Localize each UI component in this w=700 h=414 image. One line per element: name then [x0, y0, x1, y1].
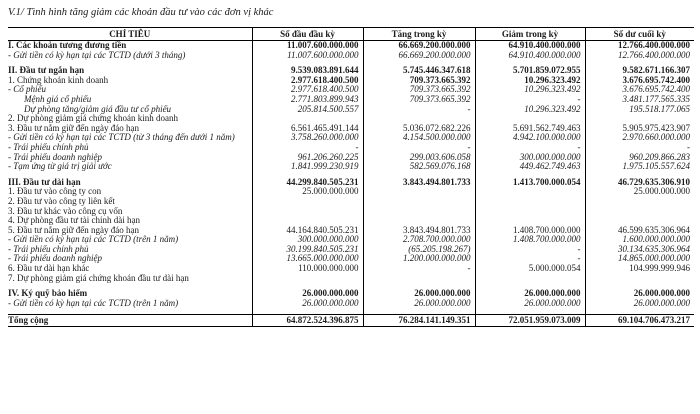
- table-row-section: [8, 289, 694, 299]
- row-label: - Cổ phiếu: [8, 85, 46, 95]
- header-opening-balance: Số đầu đầu kỳ: [252, 28, 363, 41]
- cell-decrease: -: [475, 245, 585, 255]
- cell-closing: 1.600.000.000.000: [585, 235, 694, 245]
- cell-increase: [363, 216, 475, 226]
- table-row: [8, 85, 694, 95]
- table-row: [8, 245, 694, 255]
- cell-increase: 3.843.494.801.733: [363, 178, 475, 188]
- row-label: 2. Đầu tư vào công ty liên kết: [8, 196, 115, 206]
- row-label: - Trái phiếu chính phủ: [8, 142, 89, 152]
- table-row: [8, 235, 694, 245]
- cell-increase: 26.000.000.000: [363, 289, 475, 299]
- cell-decrease: [475, 114, 585, 124]
- cell-decrease: 26.000.000.000: [475, 289, 585, 299]
- table-row: [8, 254, 694, 264]
- table-row: [8, 187, 694, 197]
- cell-opening: 6.561.465.491.144: [252, 124, 363, 134]
- cell-increase: [363, 274, 475, 284]
- cell-closing: 9.582.671.166.307: [585, 66, 694, 76]
- cell-closing: 3.676.695.742.400: [585, 76, 694, 86]
- header-closing-balance: Số dư cuối kỳ: [585, 28, 694, 41]
- cell-increase: 5.745.446.347.618: [363, 66, 475, 76]
- cell-opening: 961.206.260.225: [252, 153, 363, 163]
- cell-opening: 13.665.000.000.000: [252, 254, 363, 264]
- total-row: [8, 315, 694, 327]
- cell-increase: 2.708.700.000.000: [363, 235, 475, 245]
- cell-increase: 4.154.500.000.000: [363, 133, 475, 143]
- table-row: [8, 264, 694, 274]
- table-row: [8, 216, 694, 226]
- cell-decrease: -: [475, 95, 585, 105]
- row-label: 1. Chứng khoán kinh doanh: [8, 75, 109, 85]
- cell-decrease: 10.296.323.492: [475, 105, 585, 115]
- row-label: Mệnh giá cổ phiếu: [24, 94, 92, 104]
- cell-closing: [585, 114, 694, 124]
- cell-closing: [585, 216, 694, 226]
- cell-decrease: 64.910.400.000.000: [475, 51, 585, 61]
- cell-closing: 5.905.975.423.907: [585, 124, 694, 134]
- row-label: 2. Dự phòng giảm giá chứng khoán kinh doanh: [8, 114, 178, 124]
- cell-opening: 11.007.600.000.000: [252, 41, 363, 51]
- cell-opening: -: [252, 143, 363, 153]
- row-label: 5. Đầu tư nắm giữ đến ngày đáo hạn: [8, 225, 139, 235]
- cell-decrease: 64.910.400.000.000: [475, 41, 585, 51]
- cell-opening: 205.814.500.557: [252, 105, 363, 115]
- cell-opening: 26.000.000.000: [252, 299, 363, 309]
- cell-increase: 582.569.076.168: [363, 162, 475, 172]
- table-row-section: [8, 66, 694, 76]
- cell-opening: 2.977.618.400.500: [252, 85, 363, 95]
- cell-decrease: [475, 197, 585, 207]
- table-row: [8, 124, 694, 134]
- row-label: III. Đầu tư dài hạn: [8, 177, 81, 187]
- cell-increase: -: [363, 264, 475, 274]
- cell-increase: 299.003.606.058: [363, 153, 475, 163]
- row-label: - Trái phiếu doanh nghiệp: [8, 152, 102, 162]
- row-label: I. Các khoản tương đương tiền: [8, 40, 127, 50]
- table-row: [8, 143, 694, 153]
- cell-closing: 3.676.695.742.400: [585, 85, 694, 95]
- row-label: - Trái phiếu doanh nghiệp: [8, 254, 102, 264]
- cell-closing: 104.999.999.946: [585, 264, 694, 274]
- cell-closing: 195.518.177.065: [585, 105, 694, 115]
- section-title: V.1/ Tình hình tăng giảm các khoản đầu tư vào các đơn vị khác: [8, 7, 274, 18]
- table-row: [8, 207, 694, 217]
- cell-closing: 46.599.635.306.964: [585, 226, 694, 236]
- cell-closing: [585, 197, 694, 207]
- header-indicator: CHỈ TIÊU: [8, 28, 252, 41]
- cell-decrease: -: [475, 254, 585, 264]
- cell-increase: 5.036.072.682.226: [363, 124, 475, 134]
- cell-opening: 30.199.840.505.231: [252, 245, 363, 255]
- cell-opening: 26.000.000.000: [252, 289, 363, 299]
- table-row: [8, 274, 694, 284]
- cell-decrease: [475, 207, 585, 217]
- table-row: [8, 197, 694, 207]
- cell-closing: 1.975.105.557.624: [585, 162, 694, 172]
- total-label: Tổng cộng: [8, 315, 252, 327]
- table-row: [8, 299, 694, 309]
- row-label: 7. Dự phòng giảm giá chứng khoán đầu tư dài hạn: [8, 273, 189, 283]
- cell-decrease: 5.000.000.054: [475, 264, 585, 274]
- cell-increase: -: [363, 143, 475, 153]
- table-row: [8, 105, 694, 115]
- cell-closing: [585, 274, 694, 284]
- cell-opening: 25.000.000.000: [252, 187, 363, 197]
- cell-increase: 3.843.494.801.733: [363, 226, 475, 236]
- header-increase: Tăng trong kỳ: [363, 28, 475, 41]
- cell-opening: [252, 274, 363, 284]
- cell-decrease: 5.691.562.749.463: [475, 124, 585, 134]
- cell-opening: [252, 207, 363, 217]
- row-label: 6. Đầu tư dài hạn khác: [8, 264, 90, 274]
- table-row: [8, 153, 694, 163]
- cell-opening: 110.000.000.000: [252, 264, 363, 274]
- table-row: [8, 226, 694, 236]
- cell-increase: [363, 114, 475, 124]
- cell-opening: 11.007.600.000.000: [252, 51, 363, 61]
- table-row-section: [8, 178, 694, 188]
- row-label: Dự phòng tăng/giảm giá đầu tư cổ phiếu: [24, 104, 172, 114]
- cell-closing: 30.134.635.306.964: [585, 245, 694, 255]
- cell-opening: 9.539.083.891.644: [252, 66, 363, 76]
- cell-increase: 26.000.000.000: [363, 299, 475, 309]
- cell-closing: 69.104.706.473.217: [585, 315, 694, 327]
- cell-decrease: 1.408.700.000.000: [475, 235, 585, 245]
- cell-increase: [363, 207, 475, 217]
- cell-decrease: 4.942.100.000.000: [475, 133, 585, 143]
- cell-opening: [252, 114, 363, 124]
- investment-table: [8, 27, 694, 327]
- header-row: [8, 28, 694, 41]
- row-label: - Tạm ứng từ giá trị giải ước: [8, 162, 112, 172]
- table-row: [8, 95, 694, 105]
- table-row: [8, 51, 694, 61]
- cell-decrease: [475, 274, 585, 284]
- cell-closing: 2.970.660.000.000: [585, 133, 694, 143]
- row-label: 3. Đầu tư khác vào công cụ vốn: [8, 206, 123, 216]
- cell-increase: 76.284.141.149.351: [363, 315, 475, 327]
- cell-decrease: 300.000.000.000: [475, 153, 585, 163]
- table-row: [8, 114, 694, 124]
- row-label: II. Đầu tư ngắn hạn: [8, 66, 85, 76]
- cell-increase: 66.669.200.000.000: [363, 41, 475, 51]
- cell-increase: [363, 187, 475, 197]
- cell-closing: 14.865.000.000.000: [585, 254, 694, 264]
- cell-opening: 1.841.999.230.919: [252, 162, 363, 172]
- cell-opening: 44.164.840.505.231: [252, 226, 363, 236]
- row-label: IV. Ký quỹ bảo hiểm: [8, 289, 88, 299]
- cell-decrease: [475, 216, 585, 226]
- cell-decrease: 449.462.749.463: [475, 162, 585, 172]
- cell-increase: 709.373.665.392: [363, 76, 475, 86]
- cell-increase: (65.205.198.267): [363, 245, 475, 255]
- row-label: - Gửi tiền có kỳ hạn tại các TCTD (dưới 3 tháng): [8, 50, 186, 60]
- cell-increase: -: [363, 105, 475, 115]
- cell-increase: 66.669.200.000.000: [363, 51, 475, 61]
- row-label: - Gửi tiền có kỳ hạn tại các TCTD (trên 1 năm): [8, 298, 179, 308]
- cell-closing: 12.766.400.000.000: [585, 41, 694, 51]
- cell-decrease: 10.296.323.492: [475, 76, 585, 86]
- cell-increase: 1.200.000.000.000: [363, 254, 475, 264]
- cell-opening: 2.771.803.899.943: [252, 95, 363, 105]
- cell-opening: 2.977.618.400.500: [252, 76, 363, 86]
- cell-opening: 300.000.000.000: [252, 235, 363, 245]
- cell-decrease: 10.296.323.492: [475, 85, 585, 95]
- cell-closing: 46.729.635.306.910: [585, 178, 694, 188]
- cell-opening: 64.872.524.396.875: [252, 315, 363, 327]
- row-label: 4. Dự phòng đầu tư tài chính dài hạn: [8, 216, 140, 226]
- cell-increase: 709.373.665.392: [363, 95, 475, 105]
- cell-closing: 960.209.866.283: [585, 153, 694, 163]
- cell-closing: 12.766.400.000.000: [585, 51, 694, 61]
- cell-opening: 44.299.840.505.231: [252, 178, 363, 188]
- table-row-section: [8, 41, 694, 51]
- table-row: [8, 133, 694, 143]
- cell-closing: 26.000.000.000: [585, 299, 694, 309]
- cell-closing: -: [585, 143, 694, 153]
- cell-closing: 3.481.177.565.335: [585, 95, 694, 105]
- cell-decrease: 26.000.000.000: [475, 299, 585, 309]
- row-label: 3. Đầu tư nắm giữ đến ngày đáo hạn: [8, 123, 139, 133]
- cell-decrease: 5.701.859.072.955: [475, 66, 585, 76]
- row-label: - Gửi tiền có kỳ hạn tại các TCTD (từ 3 tháng đến dưới 1 năm): [8, 133, 235, 143]
- cell-closing: 26.000.000.000: [585, 289, 694, 299]
- cell-opening: [252, 197, 363, 207]
- cell-opening: 3.758.260.000.000: [252, 133, 363, 143]
- header-decrease: Giảm trong kỳ: [475, 28, 585, 41]
- cell-decrease: 1.408.700.000.000: [475, 226, 585, 236]
- row-label: - Trái phiếu chính phủ: [8, 244, 89, 254]
- cell-opening: [252, 216, 363, 226]
- cell-decrease: [475, 187, 585, 197]
- row-label: - Gửi tiền có kỳ hạn tại các TCTD (trên 1 năm): [8, 235, 179, 245]
- cell-increase: [363, 197, 475, 207]
- cell-decrease: 72.051.959.073.009: [475, 315, 585, 327]
- cell-closing: 25.000.000.000: [585, 187, 694, 197]
- cell-increase: 709.373.665.392: [363, 85, 475, 95]
- row-label: 1. Đầu tư vào công ty con: [8, 187, 102, 197]
- cell-decrease: -: [475, 143, 585, 153]
- table-row: [8, 76, 694, 86]
- cell-closing: [585, 207, 694, 217]
- table-row: [8, 162, 694, 172]
- cell-decrease: 1.413.700.000.054: [475, 178, 585, 188]
